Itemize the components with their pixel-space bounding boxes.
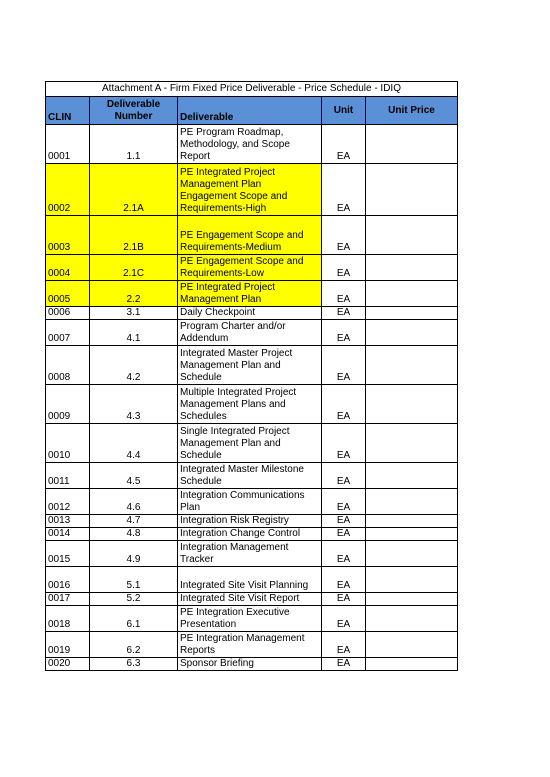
deliverable-cell: Program Charter and/or Addendum [178,320,322,346]
unit-cell: EA [322,281,366,307]
deliverable-number-cell: 5.1 [90,567,178,593]
unit-cell: EA [322,606,366,632]
clin-cell: 0014 [46,528,90,541]
deliverable-number-cell: 2.1C [90,255,178,281]
table-row [46,255,458,281]
deliverable-number-cell: 3.1 [90,307,178,320]
unit-price-cell[interactable] [366,515,458,528]
unit-price-cell[interactable] [366,164,458,216]
table-row [46,307,458,320]
deliverable-number-cell: 6.3 [90,658,178,671]
table-row [46,658,458,671]
unit-cell: EA [322,255,366,281]
unit-price-cell[interactable] [366,255,458,281]
table-row [46,515,458,528]
unit-cell: EA [322,489,366,515]
clin-cell: 0018 [46,606,90,632]
unit-cell: EA [322,593,366,606]
unit-price-cell[interactable] [366,216,458,255]
clin-cell: 0009 [46,385,90,424]
clin-cell: 0002 [46,164,90,216]
deliverable-cell: Integrated Master Project Management Plan and Schedule [178,346,322,385]
deliverable-cell: PE Integrated Project Management Plan [178,281,322,307]
clin-cell: 0007 [46,320,90,346]
deliverable-number-cell: 4.4 [90,424,178,463]
unit-cell: EA [322,463,366,489]
unit-price-cell[interactable] [366,424,458,463]
unit-cell: EA [322,528,366,541]
unit-cell: EA [322,346,366,385]
unit-price-cell[interactable] [366,632,458,658]
deliverable-number-cell: 4.3 [90,385,178,424]
deliverable-number-cell: 6.2 [90,632,178,658]
table-row [46,541,458,567]
unit-price-cell[interactable] [366,593,458,606]
table-row [46,567,458,593]
header-deliverable-number: Deliverable Number [90,97,178,125]
deliverable-cell: PE Integration Management Reports [178,632,322,658]
clin-cell: 0004 [46,255,90,281]
deliverable-cell: Integration Communications Plan [178,489,322,515]
header-unit-price: Unit Price [366,97,458,125]
unit-cell: EA [322,385,366,424]
deliverable-number-cell: 2.1A [90,164,178,216]
price-schedule-table [45,81,458,671]
unit-cell: EA [322,307,366,320]
unit-price-cell[interactable] [366,385,458,424]
clin-cell: 0013 [46,515,90,528]
unit-price-cell[interactable] [366,528,458,541]
table-row [46,489,458,515]
unit-cell: EA [322,320,366,346]
unit-price-cell[interactable] [366,567,458,593]
deliverable-cell: Integration Risk Registry [178,515,322,528]
deliverable-cell: PE Program Roadmap, Methodology, and Scope Report [178,125,322,164]
unit-price-cell[interactable] [366,125,458,164]
unit-cell: EA [322,424,366,463]
table-row [46,606,458,632]
clin-cell: 0011 [46,463,90,489]
deliverable-cell: Sponsor Briefing [178,658,322,671]
clin-cell: 0001 [46,125,90,164]
header-clin: CLIN [46,97,90,125]
deliverable-cell: Integration Management Tracker [178,541,322,567]
clin-cell: 0005 [46,281,90,307]
table-title: Attachment A - Firm Fixed Price Deliverable - Price Schedule - IDIQ [46,82,458,97]
deliverable-cell: Integrated Site Visit Planning [178,567,322,593]
unit-price-cell[interactable] [366,489,458,515]
clin-cell: 0016 [46,567,90,593]
title-row [46,82,458,97]
clin-cell: 0019 [46,632,90,658]
deliverable-cell: Integrated Master Milestone Schedule [178,463,322,489]
deliverable-number-cell: 5.2 [90,593,178,606]
clin-cell: 0017 [46,593,90,606]
header-row [46,97,458,125]
deliverable-number-cell: 1.1 [90,125,178,164]
clin-cell: 0020 [46,658,90,671]
table-row [46,632,458,658]
deliverable-number-cell: 2.2 [90,281,178,307]
table-row [46,216,458,255]
table-row [46,164,458,216]
deliverable-number-cell: 4.5 [90,463,178,489]
table-row [46,125,458,164]
deliverable-number-cell: 4.2 [90,346,178,385]
deliverable-number-cell: 4.1 [90,320,178,346]
table-row [46,593,458,606]
deliverable-cell: Integrated Site Visit Report [178,593,322,606]
clin-cell: 0008 [46,346,90,385]
unit-cell: EA [322,541,366,567]
unit-cell: EA [322,164,366,216]
price-schedule-sheet [45,81,458,671]
table-row [46,528,458,541]
unit-cell: EA [322,632,366,658]
unit-price-cell[interactable] [366,658,458,671]
deliverable-number-cell: 6.1 [90,606,178,632]
clin-cell: 0012 [46,489,90,515]
deliverable-cell: PE Engagement Scope and Requirements-Low [178,255,322,281]
unit-price-cell[interactable] [366,606,458,632]
deliverable-cell: PE Integrated Project Management Plan Engagement Scope and Requirements-High [178,164,322,216]
deliverable-cell: PE Integration Executive Presentation [178,606,322,632]
deliverable-cell: Multiple Integrated Project Management Plans and Schedules [178,385,322,424]
table-row [46,281,458,307]
deliverable-number-cell: 2.1B [90,216,178,255]
unit-price-cell[interactable] [366,541,458,567]
deliverable-number-cell: 4.8 [90,528,178,541]
table-row [46,424,458,463]
unit-cell: EA [322,567,366,593]
unit-price-cell[interactable] [366,320,458,346]
table-row [46,320,458,346]
table-row [46,385,458,424]
clin-cell: 0015 [46,541,90,567]
unit-cell: EA [322,125,366,164]
unit-cell: EA [322,658,366,671]
unit-price-cell[interactable] [366,281,458,307]
unit-cell: EA [322,216,366,255]
header-unit: Unit [322,97,366,125]
deliverable-cell: Daily Checkpoint [178,307,322,320]
clin-cell: 0010 [46,424,90,463]
deliverable-cell: Integration Change Control [178,528,322,541]
clin-cell: 0003 [46,216,90,255]
unit-price-cell[interactable] [366,307,458,320]
clin-cell: 0006 [46,307,90,320]
deliverable-number-cell: 4.6 [90,489,178,515]
unit-price-cell[interactable] [366,463,458,489]
unit-price-cell[interactable] [366,346,458,385]
deliverable-number-cell: 4.7 [90,515,178,528]
deliverable-cell: Single Integrated Project Management Plan and Schedule [178,424,322,463]
table-row [46,346,458,385]
header-deliverable: Deliverable [178,97,322,125]
deliverable-number-cell: 4.9 [90,541,178,567]
unit-cell: EA [322,515,366,528]
table-row [46,463,458,489]
deliverable-cell: PE Engagement Scope and Requirements-Medium [178,216,322,255]
